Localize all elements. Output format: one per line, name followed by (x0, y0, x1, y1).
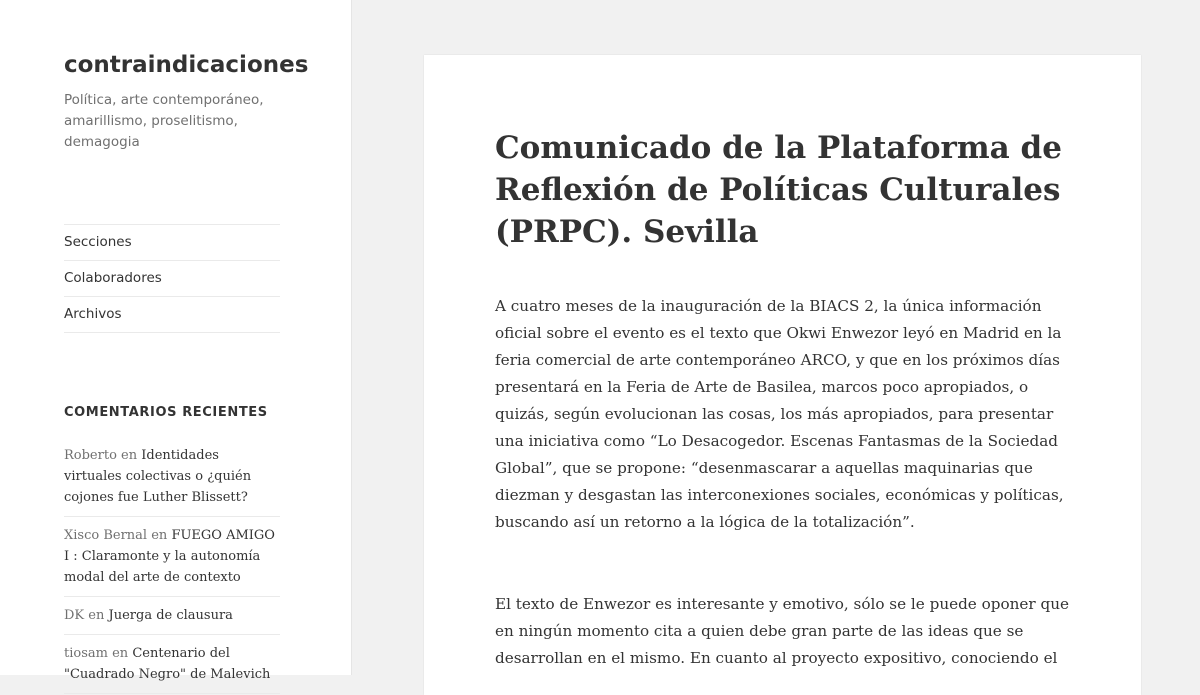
recent-comments-list (64, 437, 280, 694)
article-paragraph: El texto de Enwezor es interesante y emotivo, sólo se le puede oponer que en ningún momento cita a quien debe gran parte de las ideas que se desarrollan en el mismo. En cuanto al proyecto expositivo, conociendo el (495, 595, 1069, 667)
site-description: Política, arte contemporáneo, amarillismo, proselitismo, demagogia (64, 92, 264, 150)
site-title-link[interactable]: contraindicaciones (64, 52, 309, 78)
comment-author: tiosam (64, 646, 108, 661)
nav-item-secciones[interactable]: Secciones (64, 224, 280, 260)
comment-author: Xisco Bernal (64, 528, 148, 543)
comment-separator: en (121, 448, 138, 463)
list-item (64, 597, 280, 635)
article-title: Comunicado de la Plataforma de Reflexión de Políticas Culturales (PRPC). Sevilla (495, 130, 1062, 250)
comment-author: Roberto (64, 448, 117, 463)
sidebar (0, 0, 352, 682)
article-paragraph: A cuatro meses de la inauguración de la BIACS 2, la única información oficial sobre el evento es el texto que Okwi Enwezor leyó en Madrid en la feria comercial de arte contemporáneo ARCO, y que en los próximos días presentará en la Feria de Arte de Basilea, marcos poco apropiados, o quizás, según evolucionan las cosas, los más apropiados, para presentar una iniciativa como “Lo Desacogedor. Escenas Fantasmas de la Sociedad Global”, que se propone: “desenmascarar a aquellas maquinarias que diezman y desgastan las interconexiones sociales, económicas y políticas, buscando así un retorno a la lógica de la totalización”. (495, 297, 1064, 531)
list-item (64, 635, 280, 694)
comment-post-link[interactable]: Juerga de clausura (108, 608, 233, 623)
comment-author: DK (64, 608, 85, 623)
article-card (424, 55, 1141, 695)
recent-comments-title: COMENTARIOS RECIENTES (64, 405, 268, 420)
comment-post-link[interactable]: Centenario del "Cuadrado Negro" de Malevich (64, 646, 271, 682)
nav-item-archivos[interactable]: Archivos (64, 296, 280, 333)
main-navigation (64, 224, 280, 333)
comment-post-link[interactable]: Identidades virtuales colectivas o ¿quién cojones fue Luther Blissett? (64, 448, 252, 505)
list-item (64, 437, 280, 517)
comment-post-link[interactable]: FUEGO AMIGO I : Claramonte y la autonomía modal del arte de contexto (64, 528, 275, 585)
comment-separator: en (88, 608, 105, 623)
comment-separator: en (151, 528, 168, 543)
list-item (64, 517, 280, 597)
nav-item-colaboradores[interactable]: Colaboradores (64, 260, 280, 296)
comment-separator: en (112, 646, 129, 661)
